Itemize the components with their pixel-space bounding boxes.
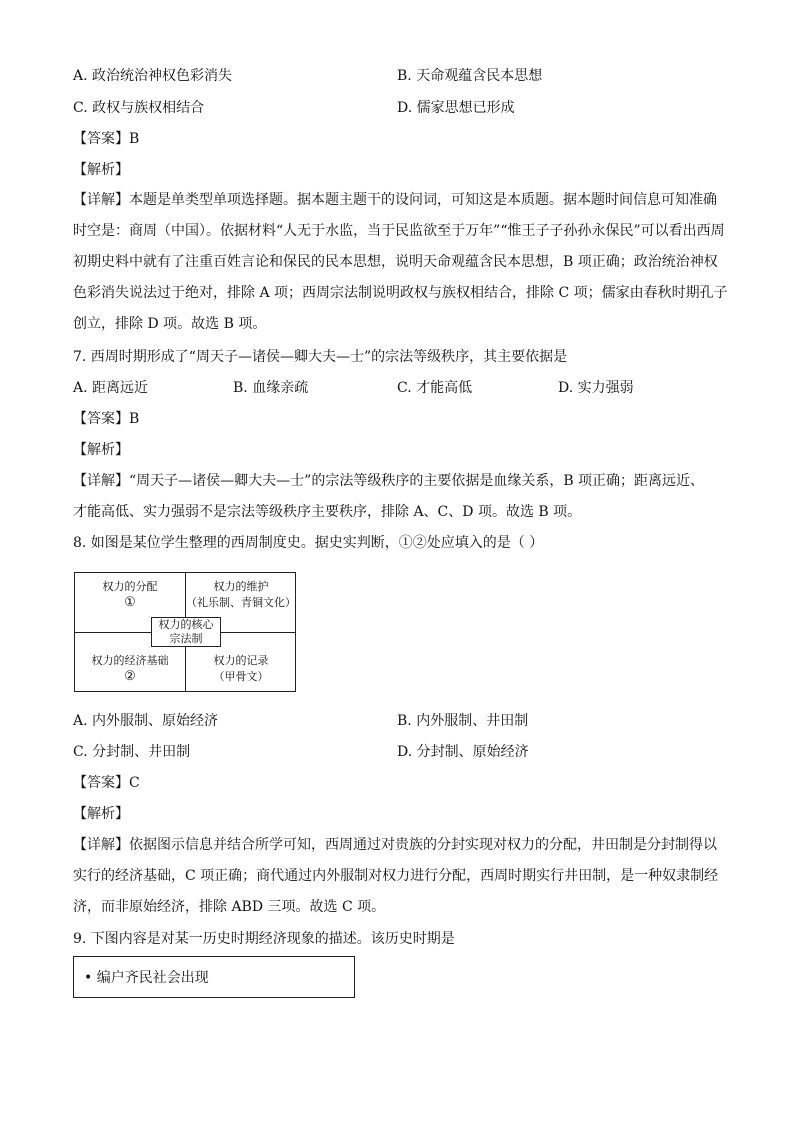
center-title: 权力的核心 bbox=[158, 618, 214, 631]
diagram-cell-top-left bbox=[75, 579, 185, 611]
q6-detail-line: 时空是：商周（中国）。依据材料“人无于水监，当于民监欲至于万年”“惟王子子孙孙永保民”可以看出西周 bbox=[73, 223, 725, 239]
q8-option-a: A. 内外服制、原始经济 bbox=[73, 713, 219, 729]
center-subtitle: 宗法制 bbox=[169, 632, 203, 645]
cell-mark: ② bbox=[124, 669, 136, 684]
q8-answer: 【答案】C bbox=[73, 775, 140, 791]
q8-option-b: B. 内外服制、井田制 bbox=[397, 713, 529, 729]
q7-detail-line: 才能高低、实力强弱不是宗法等级秩序主要秩序，排除 A、C、D 项。故选 B 项。 bbox=[73, 504, 582, 520]
q7-option-d: D. 实力强弱 bbox=[558, 380, 634, 396]
q8-detail-line: 实行的经济基础，C 项正确；商代通过内外服制对权力进行分配，西周时期实行井田制，是一种奴隶制经 bbox=[73, 868, 719, 884]
q7-answer: 【答案】B bbox=[73, 411, 140, 427]
q8-detail-line: 【详解】依据图示信息并结合所学可知，西周通过对贵族的分封实现对权力的分配，井田制是分封制得以 bbox=[73, 837, 717, 853]
q6-detail-line: 创立，排除 D 项。故选 B 项。 bbox=[73, 316, 267, 332]
q8-option-c: C. 分封制、井田制 bbox=[73, 744, 191, 760]
cell-title: 权力的记录 bbox=[213, 654, 269, 667]
q7-option-a: A. 距离远近 bbox=[73, 380, 149, 396]
q7-detail bbox=[73, 466, 723, 528]
diagram-cell-bottom-right bbox=[186, 653, 296, 685]
cell-note: （礼乐制、青铜文化） bbox=[186, 596, 296, 609]
diagram-cell-bottom-left bbox=[75, 653, 185, 685]
q6-option-c: C. 政权与族权相结合 bbox=[73, 100, 205, 116]
q6-answer: 【答案】B bbox=[73, 131, 140, 147]
q7-analysis-label: 【解析】 bbox=[73, 442, 129, 458]
cell-mark: ① bbox=[124, 595, 136, 610]
q7-detail-line: 【详解】“周天子—诸侯—卿大夫—士”的宗法等级秩序的主要依据是血缘关系，B 项正确；距离远近、 bbox=[73, 473, 705, 489]
q6-detail-line: 色彩消失说法过于绝对，排除 A 项；西周宗法制说明政权与族权相结合，排除 C 项；儒家由春秋时期孔子 bbox=[73, 285, 728, 301]
q7-option-b: B. 血缘亲疏 bbox=[233, 380, 309, 396]
q8-detail-line: 济，而非原始经济，排除 ABD 三项。故选 C 项。 bbox=[73, 899, 386, 915]
q6-option-b: B. 天命观蕴含民本思想 bbox=[397, 68, 543, 84]
cell-title: 权力的维护 bbox=[213, 580, 269, 593]
diagram-cell-top-right bbox=[186, 579, 296, 611]
q7-option-c: C. 才能高低 bbox=[397, 380, 473, 396]
q6-detail-line: 【详解】本题是单类型单项选择题。据本题主题干的设问词，可知这是本质题。据本题时间信息可知准确 bbox=[73, 192, 717, 208]
q6-option-a: A. 政治统治神权色彩消失 bbox=[73, 68, 233, 84]
q8-detail bbox=[73, 830, 723, 923]
q9-description-box bbox=[73, 956, 355, 998]
q8-stem: 8. 如图是某位学生整理的西周制度史。据史实判断，①②处应填入的是（ ） bbox=[73, 535, 544, 551]
q9-box-text: • 编户齐民社会出现 bbox=[84, 970, 209, 986]
diagram-center-box bbox=[151, 617, 221, 647]
q6-detail bbox=[73, 185, 728, 340]
q7-stem: 7. 西周时期形成了“周天子—诸侯—卿大夫—士”的宗法等级秩序，其主要依据是 bbox=[73, 349, 568, 365]
cell-title: 权力的经济基础 bbox=[91, 654, 169, 667]
cell-title: 权力的分配 bbox=[102, 580, 158, 593]
q6-option-d: D. 儒家思想已形成 bbox=[397, 100, 515, 116]
q8-option-d: D. 分封制、原始经济 bbox=[397, 744, 529, 760]
q6-detail-line: 初期史料中就有了注重百姓言论和保民的民本思想，说明天命观蕴含民本思想，B 项正确；政治统治神权 bbox=[73, 254, 718, 270]
q9-stem: 9. 下图内容是对某一历史时期经济现象的描述。该历史时期是 bbox=[73, 931, 455, 947]
q8-analysis-label: 【解析】 bbox=[73, 806, 129, 822]
cell-note: （甲骨文） bbox=[213, 670, 269, 683]
q8-diagram bbox=[74, 572, 296, 692]
q6-analysis-label: 【解析】 bbox=[73, 162, 129, 178]
